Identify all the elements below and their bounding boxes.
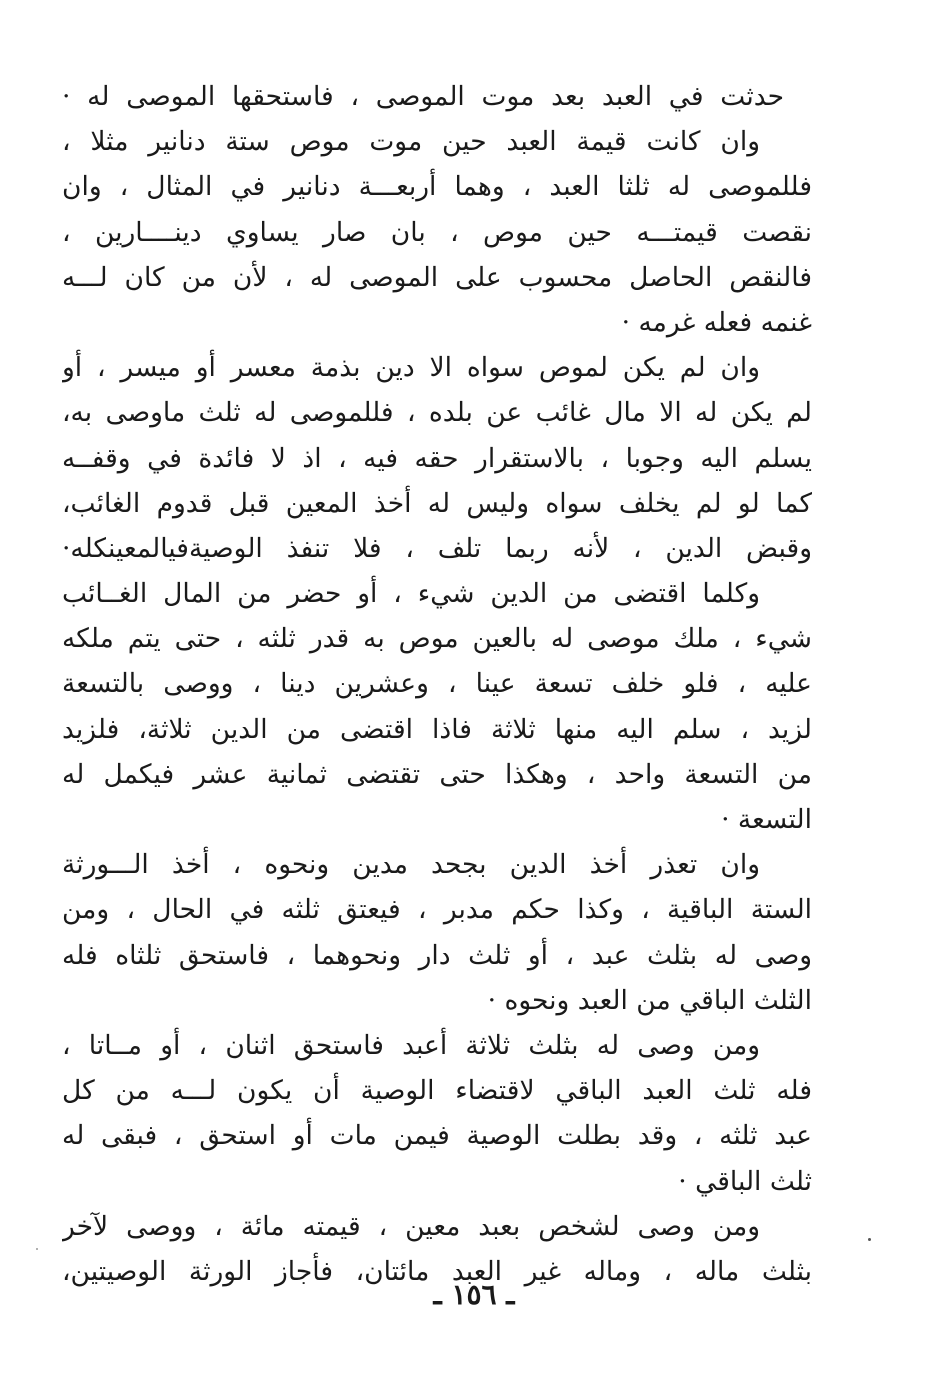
text-line: كما لو لم يخلف سواه وليس له أخذ المعين قبل قدوم الغائب،	[62, 487, 812, 519]
scan-speck	[36, 1248, 38, 1250]
paragraph-end-line: ثلث الباقي ·	[678, 1165, 812, 1197]
paragraph-start-line: وكلما اقتضى من الدين شيء ، أو حضر من المال الغــائب	[62, 578, 760, 610]
paragraph-end-line: وقبض الدين ، لأنه ربما تلف ، فلا تنفذ الوصيةفيالمعينكله·	[62, 532, 812, 564]
text-line: من التسعة واحد ، وهكذا حتى تقتضى ثمانية عشر فيكمل له	[62, 758, 812, 790]
paragraph-start-line: ومن وصى لشخص بعبد معين ، قيمته مائة ، ووصى لآخر	[62, 1210, 760, 1242]
body-text	[62, 74, 812, 1294]
text-line: فله ثلث العبد الباقي لاقتضاء الوصية أن يكون لـــه من كل	[62, 1075, 812, 1107]
paragraph-start-line: وان تعذر أخذ الدين بجحد مدين ونحوه ، أخذ الـــورثة	[62, 849, 760, 881]
text-line: فللموصى له ثلثا العبد ، وهما أربعـــة دنانير في المثال ، وان	[62, 171, 812, 203]
page-number: ـ ١٥٦ ـ	[433, 1278, 515, 1311]
text-line: عبد ثلثه ، وقد بطلت الوصية فيمن مات أو استحق ، فبقى له	[62, 1120, 812, 1152]
text-line: شيء ، ملك موصى له بالعين موص به قدر ثلثه ، حتى يتم ملكه	[62, 623, 812, 655]
text-line: وصى له بثلث عبد ، أو ثلث دار ونحوهما ، فاستحق ثلثاه فله	[62, 939, 812, 971]
text-line: بثلث ماله ، وماله غير العبد مائتان، فأجاز الورثة الوصيتين،	[62, 1255, 812, 1287]
text-line: الستة الباقية ، وكذا حكم مدبر ، فيعتق ثلثه في الحال ، ومن	[62, 894, 812, 926]
text-line: حدثت في العبد بعد موت الموصى ، فاستحقها الموصى له ·	[62, 81, 784, 112]
text-line: فالنقص الحاصل محسوب على الموصى له ، لأن من كان لـــه	[62, 261, 812, 293]
paragraph-start-line: وان لم يكن لموص سواه الا دين بذمة معسر أو ميسر ، أو	[62, 352, 760, 384]
paragraph-start-line: وان كانت قيمة العبد حين موت موص ستة دنانير مثلا ،	[62, 126, 760, 158]
paragraph-end-line: التسعة ·	[721, 804, 812, 835]
text-line: لم يكن له الا مال غائب عن بلده ، فللموصى له ثلث ماوصى به،	[62, 397, 812, 429]
text-line: لزيد ، سلم اليه منها ثلاثة فاذا اقتضى من الدين ثلاثة، فلزيد	[62, 713, 812, 745]
text-line: نقصت قيمتـــه حين موص ، بان صار يساوي دينــــارين ،	[62, 216, 812, 248]
paragraph-end-line: غنمه فعله غرمه ·	[621, 306, 812, 338]
paragraph-start-line: ومن وصى له بثلث ثلاثة أعبد فاستحق اثنان ، أو مــاتا ،	[62, 1029, 760, 1061]
text-line: يسلم اليه وجوبا ، بالاستقرار حقه فيه ، اذ لا فائدة في وقفــه	[62, 442, 812, 474]
text-line: عليه ، فلو خلف تسعة عينا ، وعشرين دينا ، ووصى بالتسعة	[62, 668, 812, 700]
paragraph-end-line: الثلث الباقي من العبد ونحوه ·	[487, 984, 812, 1016]
scan-speck	[868, 1238, 871, 1241]
